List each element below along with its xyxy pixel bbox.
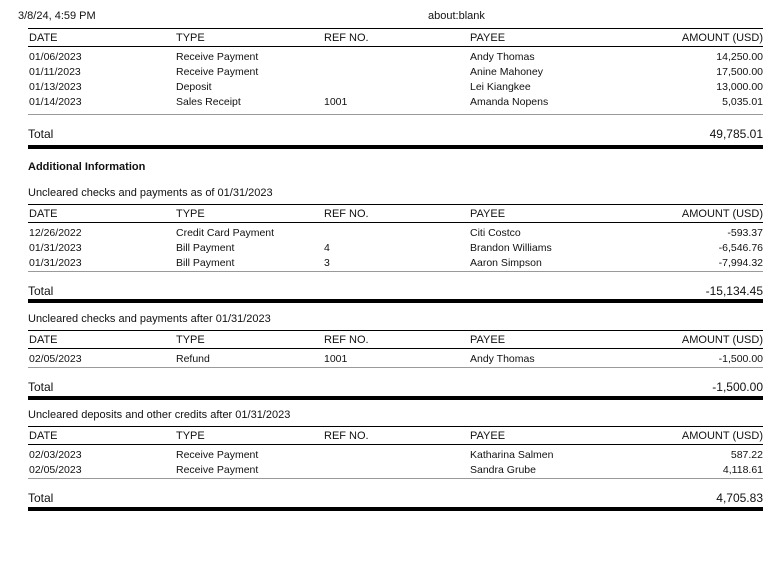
cell-ref: [323, 462, 469, 477]
cell-date: 02/05/2023: [29, 352, 82, 365]
cell-payee: Katharina Salmen: [470, 448, 554, 461]
col-amount-header: AMOUNT (USD): [623, 331, 763, 349]
cell-amount: 17,500.00: [716, 65, 763, 78]
cell-amount: -593.37: [727, 226, 763, 239]
table-row: [28, 47, 763, 65]
col-type-header: TYPE: [175, 205, 323, 223]
cell-date: 02/05/2023: [29, 463, 82, 476]
print-header: [18, 10, 763, 24]
cell-amount: 13,000.00: [716, 80, 763, 93]
transactions-table: [28, 426, 763, 477]
cell-ref: [323, 445, 469, 463]
total-label: Total: [28, 284, 54, 298]
total-row: [28, 271, 763, 298]
transactions-table: [28, 28, 763, 109]
cell-type: Credit Card Payment: [176, 226, 275, 239]
cell-payee: Sandra Grube: [470, 463, 536, 476]
cell-date: 01/14/2023: [29, 95, 82, 108]
cell-payee: Lei Kiangkee: [470, 80, 531, 93]
cell-amount: 5,035.01: [722, 95, 763, 108]
cell-date: 01/31/2023: [29, 241, 82, 254]
cell-payee: Brandon Williams: [470, 241, 552, 254]
section-divider: [28, 396, 763, 400]
cell-ref: [323, 47, 469, 65]
total-row: [28, 478, 763, 505]
total-label: Total: [28, 491, 54, 505]
cell-ref: [323, 79, 469, 94]
cell-ref: [323, 223, 469, 241]
col-type-header: TYPE: [175, 29, 323, 47]
total-row: [28, 114, 763, 141]
cell-type: Refund: [176, 352, 210, 365]
cell-ref: 1001: [324, 352, 348, 365]
cell-payee: Citi Costco: [470, 226, 521, 239]
cell-ref: 3: [324, 256, 330, 269]
col-ref-header: REF NO.: [323, 205, 469, 223]
cell-type: Deposit: [176, 80, 212, 93]
cell-type: Bill Payment: [176, 241, 235, 254]
col-payee-header: PAYEE: [469, 205, 623, 223]
print-datetime: 3/8/24, 4:59 PM: [18, 10, 96, 22]
col-amount-header: AMOUNT (USD): [623, 29, 763, 47]
section-title: Uncleared checks and payments as of 01/31/2023: [28, 187, 273, 199]
section-title: Uncleared deposits and other credits after 01/31/2023: [28, 409, 291, 421]
col-ref-header: REF NO.: [323, 29, 469, 47]
total-label: Total: [28, 127, 54, 141]
total-row: [28, 367, 763, 394]
cell-amount: 4,118.61: [722, 463, 763, 476]
col-ref-header: REF NO.: [323, 331, 469, 349]
col-payee-header: PAYEE: [469, 427, 623, 445]
cell-date: 01/13/2023: [29, 80, 82, 93]
col-date-header: DATE: [28, 427, 175, 445]
transactions-table: [28, 330, 763, 366]
table-row: [28, 255, 763, 270]
col-payee-header: PAYEE: [469, 29, 623, 47]
additional-info-title: Additional Information: [28, 161, 146, 173]
col-ref-header: REF NO.: [323, 427, 469, 445]
cell-date: 01/11/2023: [29, 65, 81, 78]
cell-type: Receive Payment: [176, 65, 259, 78]
cell-type: Receive Payment: [176, 463, 259, 476]
table-header-row: [28, 29, 763, 47]
table-row: [28, 349, 763, 367]
col-type-header: TYPE: [175, 331, 323, 349]
col-date-header: DATE: [28, 205, 175, 223]
cell-ref: [323, 64, 469, 79]
table-row: [28, 64, 763, 79]
total-label: Total: [28, 380, 54, 394]
total-value: 4,705.83: [716, 491, 763, 505]
col-type-header: TYPE: [175, 427, 323, 445]
cell-type: Bill Payment: [176, 256, 235, 269]
cell-amount: -1,500.00: [718, 352, 763, 365]
cell-date: 12/26/2022: [29, 226, 82, 239]
table-row: [28, 462, 763, 477]
report: [28, 28, 763, 511]
total-value: -1,500.00: [712, 380, 763, 394]
col-payee-header: PAYEE: [469, 331, 623, 349]
table-row: [28, 445, 763, 463]
col-amount-header: AMOUNT (USD): [623, 427, 763, 445]
col-date-header: DATE: [28, 29, 175, 47]
section-divider: [28, 299, 763, 303]
table-row: [28, 79, 763, 94]
table-header-row: [28, 205, 763, 223]
cell-ref: 1001: [324, 95, 348, 108]
table-row: [28, 94, 763, 109]
cell-type: Receive Payment: [176, 448, 259, 461]
section-title: Uncleared checks and payments after 01/31/2023: [28, 313, 271, 325]
cell-amount: 587.22: [730, 448, 763, 461]
table-row: [28, 223, 763, 241]
cell-payee: Aaron Simpson: [470, 256, 542, 269]
cell-date: 01/31/2023: [29, 256, 82, 269]
cell-payee: Amanda Nopens: [470, 95, 549, 108]
total-value: 49,785.01: [709, 127, 763, 141]
total-value: -15,134.45: [705, 284, 763, 298]
cell-amount: -7,994.32: [718, 256, 763, 269]
cell-date: 02/03/2023: [29, 448, 82, 461]
table-row: [28, 240, 763, 255]
cell-type: Sales Receipt: [176, 95, 241, 108]
cell-payee: Anine Mahoney: [470, 65, 543, 78]
cell-amount: 14,250.00: [716, 50, 763, 63]
cell-date: 01/06/2023: [29, 50, 82, 63]
col-amount-header: AMOUNT (USD): [623, 205, 763, 223]
transactions-table: [28, 204, 763, 270]
cell-amount: -6,546.76: [718, 241, 763, 254]
table-header-row: [28, 427, 763, 445]
section-divider: [28, 507, 763, 511]
section-divider: [28, 145, 763, 149]
cell-type: Receive Payment: [176, 50, 259, 63]
col-date-header: DATE: [28, 331, 175, 349]
print-url: about:blank: [428, 10, 485, 22]
cell-payee: Andy Thomas: [470, 50, 535, 63]
table-header-row: [28, 331, 763, 349]
cell-payee: Andy Thomas: [470, 352, 535, 365]
cell-ref: 4: [324, 241, 330, 254]
